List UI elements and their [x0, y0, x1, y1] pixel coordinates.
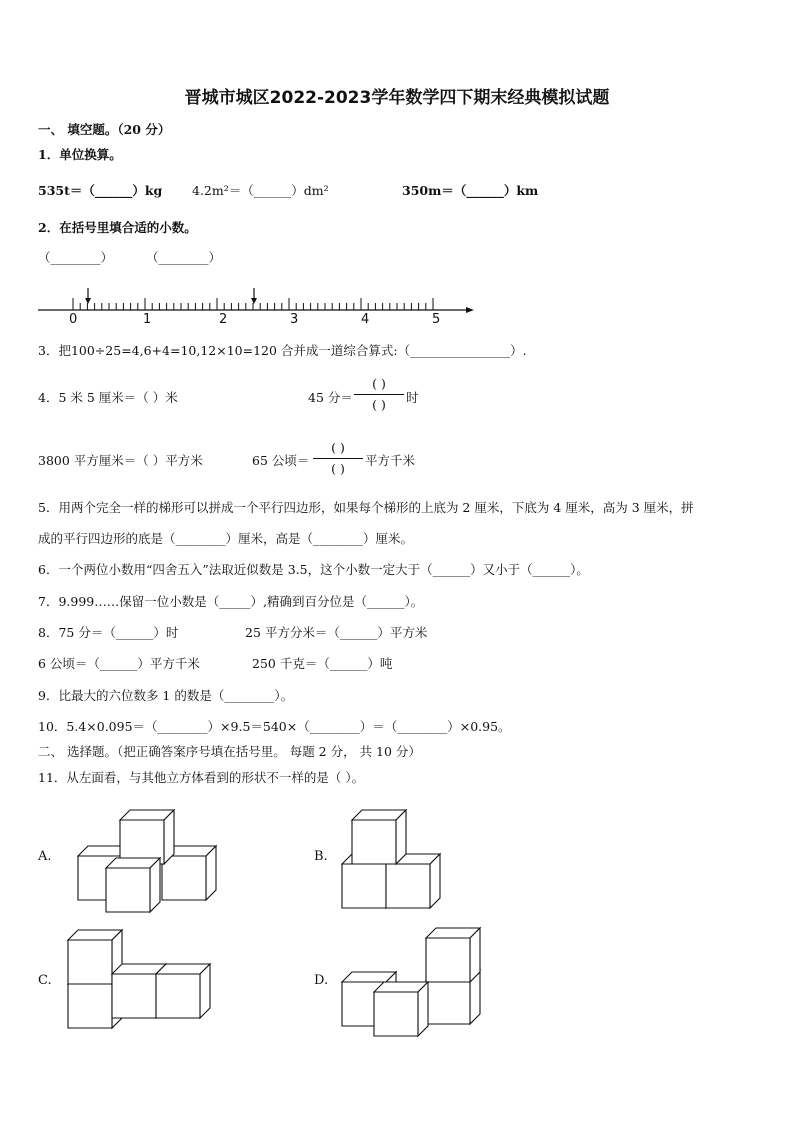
arrow-marker-2 — [251, 288, 257, 304]
arrow-marker-1 — [85, 288, 91, 304]
q8-c: 6 公顷＝（______）平方千米 — [38, 656, 200, 671]
q4-b-suffix: 时 — [406, 390, 419, 405]
q6-text: 6．一个两位小数用“四舍五入”法取近似数是 3.5，这个小数一定大于（______）又小于（______）。 — [38, 562, 589, 577]
page-title: 晋城市城区2022-2023学年数学四下期末经典模拟试题 — [184, 88, 610, 108]
tick-label-0: 0 — [69, 312, 78, 327]
q4-d-numerator: ( ) — [331, 440, 345, 455]
q7-text: 7．9.999……保留一位小数是（_____）,精确到百分位是（______）。 — [38, 594, 424, 609]
q8-b: 25 平方分米＝（______）平方米 — [245, 625, 428, 640]
tick-label-2: 2 — [219, 312, 228, 327]
q8-a: 8．75 分＝（______）时 — [38, 625, 179, 640]
option-b-figure — [338, 796, 458, 916]
q5-line2: 成的平行四边形的底是（________）厘米，高是（________）厘米。 — [38, 531, 414, 546]
q2-blank2: （________） — [146, 250, 222, 265]
option-b-label: B. — [314, 849, 328, 864]
q4-b-prefix: 45 分＝ — [308, 390, 353, 405]
option-c-figure — [64, 926, 224, 1036]
option-a-figure — [70, 796, 230, 916]
number-line — [38, 286, 478, 326]
q4-d-prefix: 65 公顷＝ — [252, 453, 310, 468]
q2-text: 2．在括号里填合适的小数。 — [38, 220, 197, 235]
tick-label-3: 3 — [290, 312, 299, 327]
option-c-label: C. — [38, 973, 52, 988]
q9-text: 9．比最大的六位数多 1 的数是（________）。 — [38, 688, 294, 703]
q1-c: 350m＝（______）km — [402, 183, 539, 198]
q1-a: 535t＝（______）kg — [38, 183, 163, 198]
option-a-label: A. — [38, 849, 52, 864]
q1-b: 4.2m²＝（______）dm² — [192, 183, 329, 198]
q4-b-denominator: ( ) — [372, 397, 386, 412]
q4-d-denominator: ( ) — [331, 461, 345, 476]
q5-line1: 5．用两个完全一样的梯形可以拼成一个平行四边形，如果每个梯形的上底为 2 厘米，下底为 4 厘米，高为 3 厘米，拼 — [38, 500, 694, 515]
q11-text: 11．从左面看，与其他立方体看到的形状不一样的是（ ）。 — [38, 770, 365, 785]
tick-label-4: 4 — [361, 312, 370, 327]
q4-c: 3800 平方厘米＝（ ）平方米 — [38, 453, 203, 468]
q1-text: 1．单位换算。 — [38, 147, 122, 162]
tick-label-5: 5 — [432, 312, 441, 327]
q4-b-fraction — [354, 376, 404, 413]
section1-header: 一、 填空题。（20 分） — [38, 122, 171, 137]
q10-text: 10．5.4×0.095＝（________）×9.5＝540×（________）＝（________）×0.95。 — [38, 719, 511, 734]
q4-d-suffix: 平方千米 — [365, 453, 416, 468]
q4-b-numerator: ( ) — [372, 376, 386, 391]
q3-text: 3．把100÷25=4,6+4=10,12×10=120 合并成一道综合算式:（________________）. — [38, 343, 527, 358]
section2-header: 二、 选择题。（把正确答案序号填在括号里。 每题 2 分， 共 10 分） — [38, 744, 421, 759]
q8-d: 250 千克＝（______）吨 — [252, 656, 393, 671]
option-d-figure — [338, 926, 488, 1036]
q4-d-fraction — [313, 440, 363, 477]
q4-a: 4．5 米 5 厘米＝（ ）米 — [38, 390, 178, 405]
q2-blank1: （________） — [38, 250, 114, 265]
option-d-label: D. — [314, 973, 329, 988]
tick-label-1: 1 — [143, 312, 152, 327]
